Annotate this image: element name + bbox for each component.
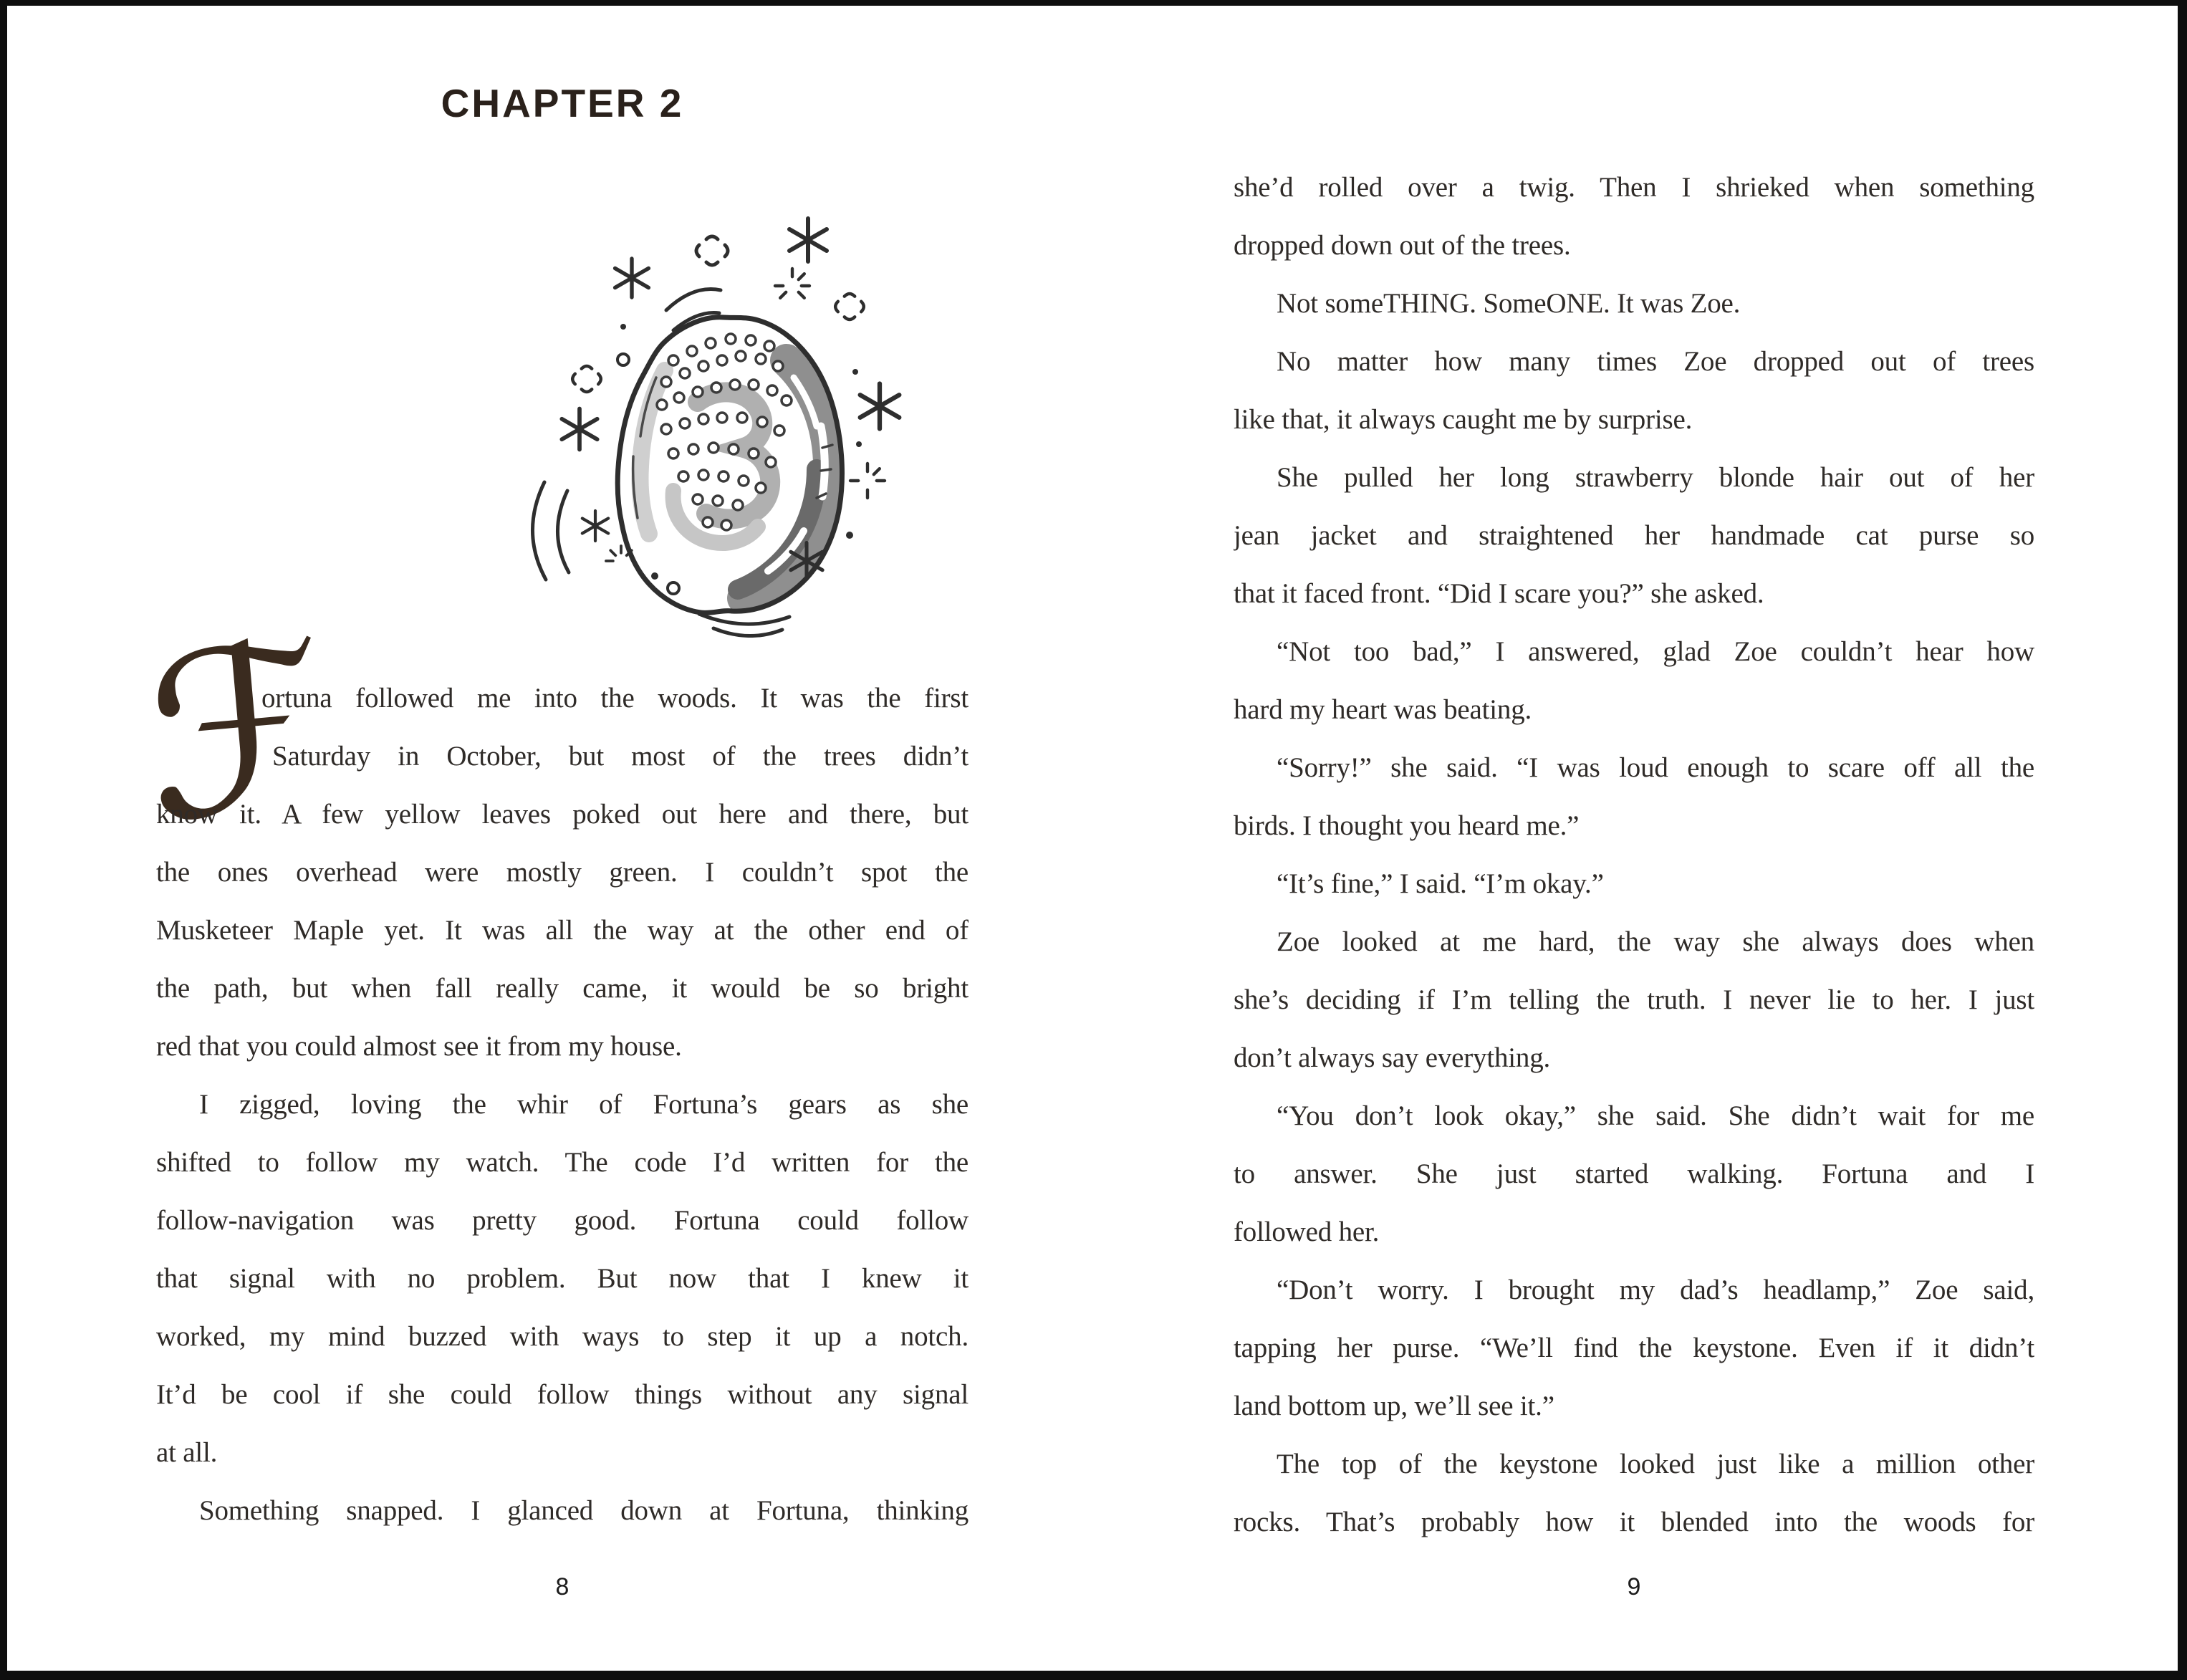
book-spread — [7, 6, 2178, 1671]
text-line: It’d be cool if she could follow things without any signal — [156, 1379, 968, 1410]
text-line: jean jacket and straightened her handmade cat purse so — [1234, 520, 2034, 551]
text-line: hard my heart was beating. — [1234, 694, 1532, 725]
text-line: at all. — [156, 1437, 218, 1468]
text-line: “It’s fine,” I said. “I’m okay.” — [1277, 868, 1604, 899]
text-line: ortuna followed me into the woods. It was the first — [261, 683, 968, 714]
text-line: that signal with no problem. But now that I knew it — [156, 1263, 968, 1294]
text-line: she’d rolled over a twig. Then I shrieked when something — [1234, 172, 2034, 203]
text-line: No matter how many times Zoe dropped out of trees — [1277, 346, 2034, 377]
keystone-illustration — [486, 186, 1016, 638]
text-line: I zigged, loving the whir of Fortuna’s gears as she — [199, 1089, 968, 1120]
page-number-left: 8 — [555, 1573, 569, 1600]
text-line: rocks. That’s probably how it blended into the woods for — [1234, 1507, 2034, 1537]
text-line: birds. I thought you heard me.” — [1234, 810, 1580, 841]
left-page — [135, 6, 968, 1671]
text-line: “Don’t worry. I brought my dad’s headlamp,” Zoe said, — [1277, 1275, 2034, 1305]
text-line: the ones overhead were mostly green. I couldn’t spot the — [156, 857, 968, 888]
text-line: tapping her purse. “We’ll find the keystone. Even if it didn’t — [1234, 1333, 2034, 1363]
text-line: Not someTHING. SomeONE. It was Zoe. — [1277, 288, 1741, 319]
text-line: worked, my mind buzzed with ways to step it up a notch. — [156, 1321, 968, 1352]
right-page-text — [1234, 158, 2034, 1551]
text-line: She pulled her long strawberry blonde hair out of her — [1277, 462, 2034, 493]
text-line: to answer. She just started walking. Fortuna and I — [1234, 1158, 2034, 1189]
text-line: dropped down out of the trees. — [1234, 230, 1571, 261]
text-line: land bottom up, we’ll see it.” — [1234, 1391, 1554, 1421]
text-line: Zoe looked at me hard, the way she always does when — [1277, 926, 2034, 957]
text-line: “Not too bad,” I answered, glad Zoe couldn’t hear how — [1277, 636, 2034, 667]
text-line: “You don’t look okay,” she said. She didn’t wait for me — [1277, 1100, 2034, 1131]
right-page — [1234, 6, 2034, 1671]
text-line: Saturday in October, but most of the trees didn’t — [272, 741, 968, 772]
chapter-title: CHAPTER 2 — [441, 81, 684, 125]
text-line: like that, it always caught me by surprise. — [1234, 404, 1693, 435]
text-line: shifted to follow my watch. The code I’d written for the — [156, 1147, 968, 1178]
text-line: Something snapped. I glanced down at Fortuna, thinking — [199, 1495, 968, 1526]
text-line: followed her. — [1234, 1216, 1380, 1247]
text-line: Musketeer Maple yet. It was all the way at the other end of — [156, 915, 968, 946]
text-line: “Sorry!” she said. “I was loud enough to scare off all the — [1277, 752, 2034, 783]
text-line: The top of the keystone looked just like a million other — [1277, 1449, 2034, 1479]
text-line: red that you could almost see it from my house. — [156, 1031, 682, 1062]
text-line: follow-navigation was pretty good. Fortuna could follow — [156, 1205, 968, 1236]
text-line: know it. A few yellow leaves poked out here and there, but — [156, 799, 968, 830]
text-line: the path, but when fall really came, it would be so bright — [156, 973, 968, 1004]
text-line: don’t always say everything. — [1234, 1042, 1551, 1073]
text-line: that it faced front. “Did I scare you?” she asked. — [1234, 578, 1764, 609]
left-page-text — [156, 669, 968, 1540]
drop-cap-letter-f: ℱ — [135, 592, 337, 873]
page-number-right: 9 — [1627, 1573, 1641, 1600]
text-line: she’s deciding if I’m telling the truth. I never lie to her. I just — [1234, 984, 2034, 1015]
